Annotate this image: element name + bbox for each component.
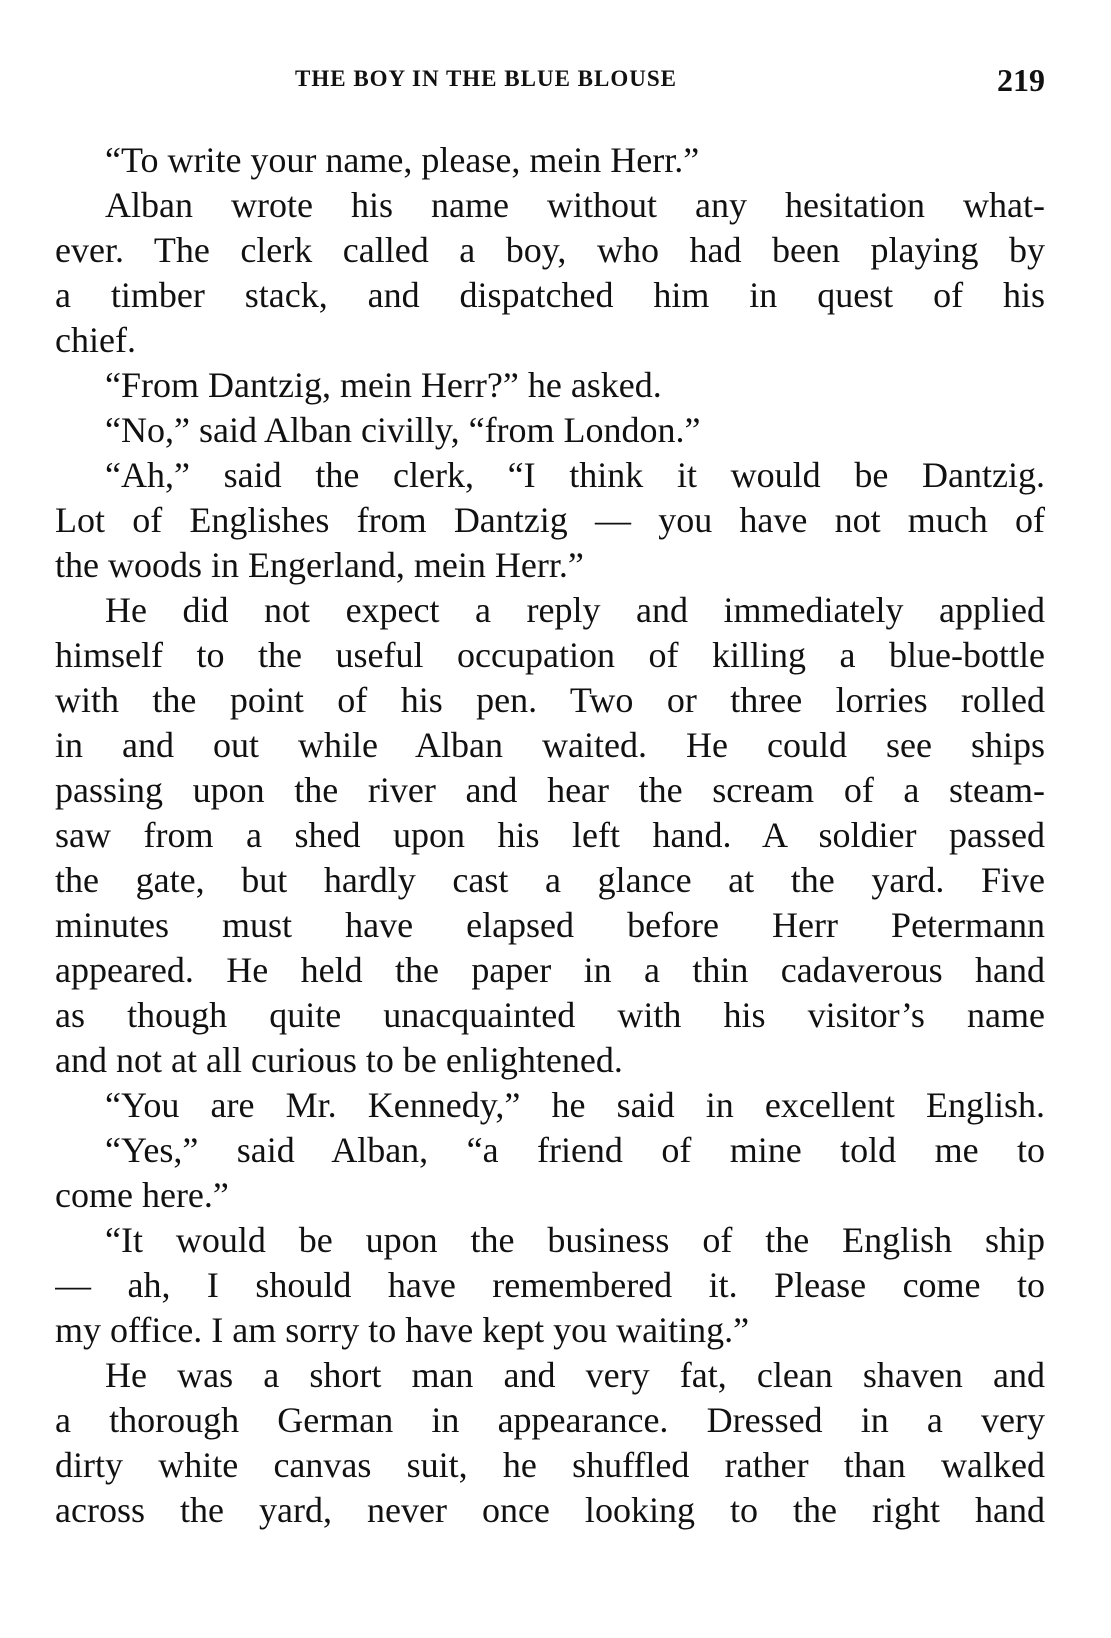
page-header	[295, 62, 1045, 102]
text-line: appeared. He held the paper in a thin cadaverous hand	[55, 950, 1045, 990]
text-line: the woods in Engerland, mein Herr.”	[55, 545, 584, 585]
text-line: in and out while Alban waited. He could see ships	[55, 725, 1045, 765]
text-line: across the yard, never once looking to the right hand	[55, 1490, 1045, 1530]
text-line: himself to the useful occupation of killing a blue-bottle	[55, 635, 1045, 675]
text-line: “No,” said Alban civilly, “from London.”	[105, 410, 701, 450]
text-line: passing upon the river and hear the scream of a steam-	[55, 770, 1045, 810]
text-line: Lot of Englishes from Dantzig — you have not much of	[55, 500, 1045, 540]
text-line: chief.	[55, 320, 136, 360]
text-line: “Ah,” said the clerk, “I think it would be Dantzig.	[105, 455, 1045, 495]
page-number: 219	[997, 62, 1045, 98]
text-line: Alban wrote his name without any hesitation what-	[105, 185, 1045, 225]
text-line: come here.”	[55, 1175, 229, 1215]
text-line: He did not expect a reply and immediately applied	[105, 590, 1045, 630]
running-head: THE BOY IN THE BLUE BLOUSE	[295, 66, 677, 91]
text-line: as though quite unacquainted with his visitor’s name	[55, 995, 1045, 1035]
text-line: my office. I am sorry to have kept you waiting.”	[55, 1310, 750, 1350]
body-text	[55, 138, 1045, 1533]
text-line: ever. The clerk called a boy, who had been playing by	[55, 230, 1045, 270]
text-line: the gate, but hardly cast a glance at the yard. Five	[55, 860, 1045, 900]
text-line: a thorough German in appearance. Dressed in a very	[55, 1400, 1045, 1440]
text-line: saw from a shed upon his left hand. A soldier passed	[55, 815, 1045, 855]
text-line: “From Dantzig, mein Herr?” he asked.	[105, 365, 662, 405]
text-line: a timber stack, and dispatched him in quest of his	[55, 275, 1045, 315]
text-line: “You are Mr. Kennedy,” he said in excellent English.	[105, 1085, 1045, 1125]
text-line: He was a short man and very fat, clean shaven and	[105, 1355, 1045, 1395]
text-line: and not at all curious to be enlightened.	[55, 1040, 623, 1080]
text-line: with the point of his pen. Two or three lorries rolled	[55, 680, 1045, 720]
text-line: “It would be upon the business of the English ship	[105, 1220, 1045, 1260]
text-line: “To write your name, please, mein Herr.”	[105, 140, 700, 180]
text-line: dirty white canvas suit, he shuffled rather than walked	[55, 1445, 1045, 1485]
text-line: minutes must have elapsed before Herr Petermann	[55, 905, 1045, 945]
text-line: — ah, I should have remembered it. Please come to	[55, 1265, 1045, 1305]
text-line: “Yes,” said Alban, “a friend of mine told me to	[105, 1130, 1045, 1170]
